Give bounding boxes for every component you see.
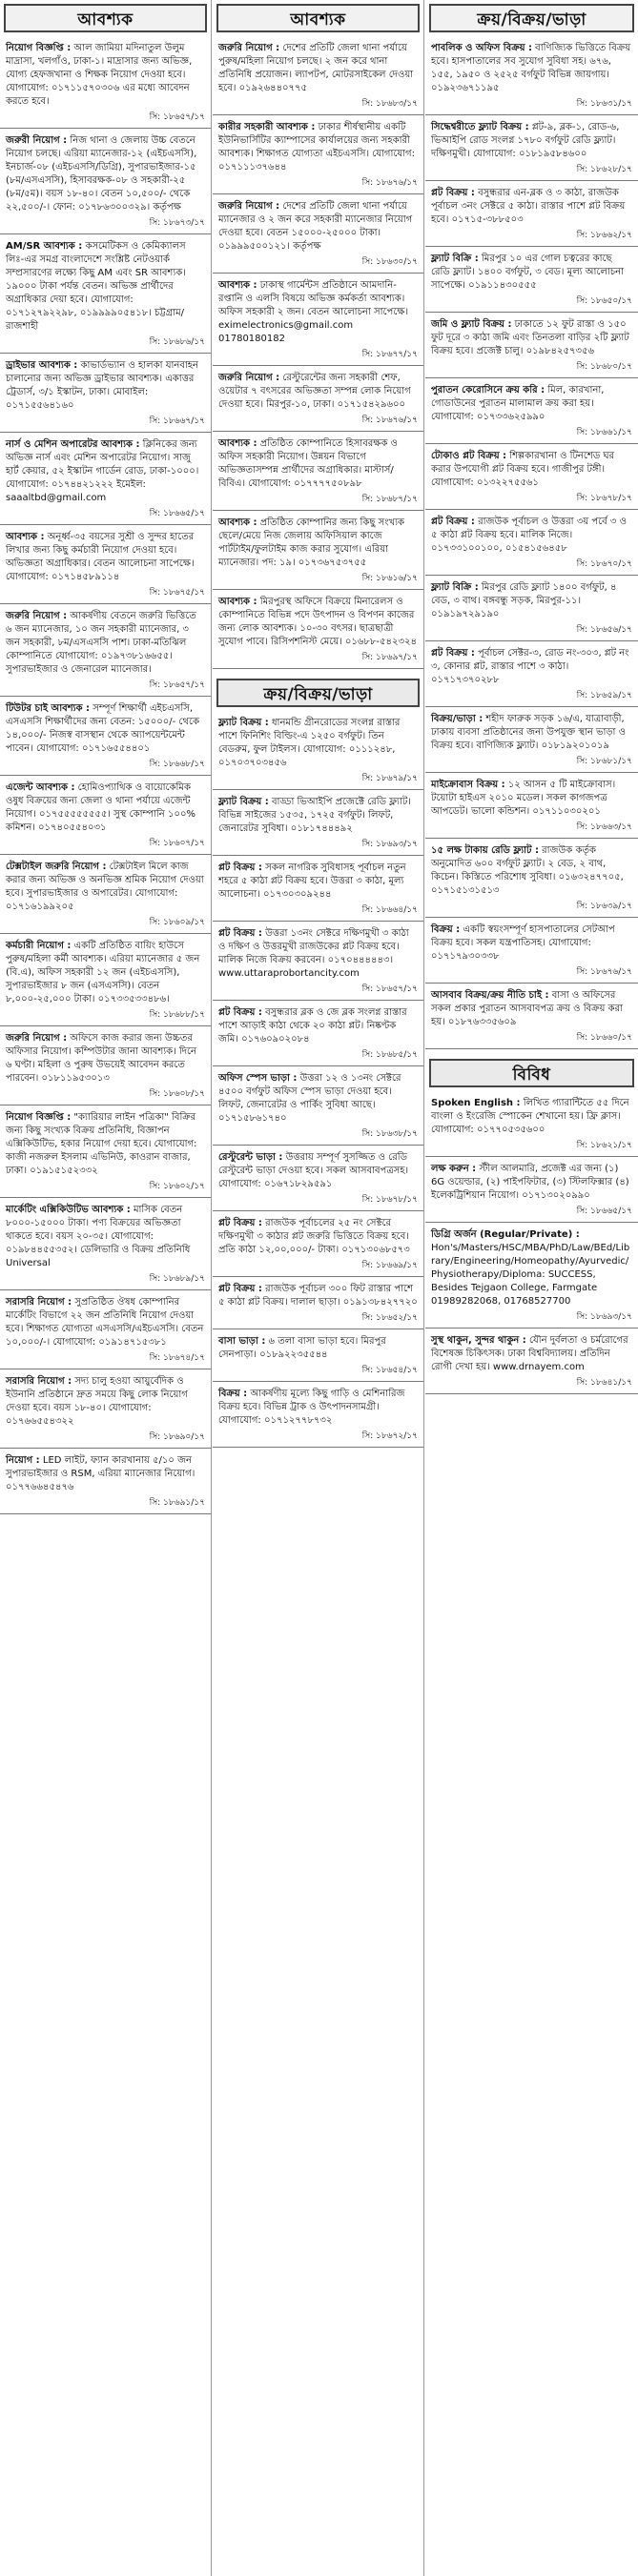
ad-body: বাণিজ্যিক ভিত্তিতে বিক্রয় হবে। হাসপাতালের সব সুযোগ সুবিধা সহ। ৬৭৬, ১৫৫, ১৯৫০ ও ২৫২৫ বর্গফুট বিভিন্ন জায়গায়। ০১৯২৩৬৭১১৯৫	[431, 43, 631, 93]
ad-body: প্রতিষ্ঠিত কোম্পানিতে হিসাবরক্ষক ও অফিস সহকারী নিয়োগ। উন্নয়ন বিভাগে অভিজ্ঞতাসম্পন্ন প্রার্থীদের অগ্রাধিকার। মাস্টার্স/বিবিএ। যোগাযোগ: ০১৭৭৭৭৫০৮৯৮	[218, 438, 398, 489]
ad-code: সি: ১৮৬৭৬/১৭	[361, 416, 418, 425]
classified-ad	[425, 181, 638, 247]
ad-code: সি: ১৮৬৭২/১৭	[361, 1431, 418, 1441]
ad-heading: আবশ্যক :	[218, 517, 257, 528]
ad-body: একটি স্বয়ংসম্পূর্ণ হাসপাতালের সেটআপ বিক্রয় হবে। সকল যন্ত্রপাতিসহ। যোগাযোগ: ০১৭১৭৯৩০৩৩৮	[431, 924, 615, 962]
classified-ad	[0, 1369, 211, 1449]
classified-ad	[213, 711, 423, 790]
ad-body: রাজউক পূর্বাচল ৩০০ ফিট রাস্তার পাশে ৫ কাঠা প্লট বিক্রয়। দালাল ছাড়া। ০১৯১৩৮৪২৭৭২০	[218, 1284, 418, 1308]
classified-ad	[425, 641, 638, 707]
classified-ad	[213, 366, 423, 432]
ad-heading: AM/SR আবশ্যক :	[6, 241, 83, 252]
ad-code: সি: ১৮৬৯৩/১৭	[576, 1312, 632, 1322]
ad-body: ধানমন্ডি গ্রীনরোডের সংলগ্ন রাস্তার পাশে ফিনিশিং বিল্ডিং-এ ১২৫০ বর্গফুট। তিন বেডরুম, ফুল টাইলস। যোগাযোগ: ০১১১২৪৮, ০১৭০৩৭০৩৪৫৬	[218, 718, 401, 768]
classified-ad	[425, 707, 638, 773]
classified-ad	[425, 1091, 638, 1157]
classified-ad	[0, 1026, 211, 1105]
ad-heading: প্লট বিক্রয় :	[431, 648, 475, 659]
ad-heading: ফ্ল্যাট বিক্রয় :	[218, 718, 269, 728]
ad-heading: প্লট বিক্রয় :	[431, 188, 475, 198]
ad-code: সি: ১৮৬৮০/১৭	[576, 362, 632, 372]
ad-code: সি: ১৮৬৭৯/১৭	[361, 774, 418, 783]
classified-ad	[213, 1382, 423, 1448]
ad-body: নিজ থানা ও জেলায় উচ্চ বেতনে নিয়োগ চলছে। এরিয়া ম্যানেজার-১২ (এইচএসসি), ইনচার্জ-০৮ (এইচএসসি/ডিগ্রি), সুপারভাইজার-১৫ (৮ম/এসএসসি), হিসাবরক্ষক-০৮ ও সহকারী-২৫ (৮ম/৫ম)। বয়স ১৮-৪০। বেতন ১০,৫০০/- থেকে ২২,৫০০/-। ফোন: ০১৭৮৬৩০০৩২৯। কর্তৃপক্ষ	[6, 135, 197, 213]
ad-heading: জরুরি নিয়োগ :	[6, 611, 68, 621]
ad-body: লিখিত গ্যারান্টিতে ৫৫ দিনে বাংলা ও ইংরেজি স্পোকেন শেখানো হয়। ফ্রি ক্লাস। যোগাযোগ: ০১৭৭০৫৩৫৬০০	[431, 1098, 629, 1135]
ad-code: সি: ১৮৬৬৩/১৭	[576, 822, 632, 832]
ad-heading: প্লট বিক্রয় :	[431, 517, 475, 527]
ad-code: সি: ১৮৬০৮/১৭	[149, 1089, 205, 1099]
ad-heading: নিয়োগ বিজ্ঞপ্তি :	[6, 1112, 72, 1123]
ad-heading: আসবাব বিক্রয়/ক্রয় নীতি চাই :	[431, 990, 549, 1001]
ad-heading: Spoken English :	[431, 1098, 521, 1108]
ad-code: সি: ১৮৬৫৯/১৭	[576, 691, 632, 700]
classified-ad	[0, 1449, 211, 1514]
ad-list	[425, 1091, 638, 1394]
classified-ad	[425, 839, 638, 918]
section-header: আবশ্যক	[216, 4, 420, 32]
ad-heading: সুস্থ থাকুন, সুন্দর থাকুন :	[431, 1335, 526, 1346]
ad-body: রাজউক পূর্বাচলের ২৫ নং সেক্টরে দক্ষিণমুখী ৩ কাঠার প্লট জরুরি ভিত্তিতে বিক্রয় হবে। প্রতি কাঠা ১২,০০,০০০/- টাকা। ০১৭১৩০৬৮৫৭৩	[218, 1218, 410, 1255]
ad-code: সি: ১৮৬৩৮/১৭	[361, 1129, 418, 1139]
classified-ad	[0, 697, 211, 776]
classified-ad	[0, 1198, 211, 1290]
ad-heading: ড্রাইভার আবশ্যক :	[6, 360, 78, 371]
ad-heading: পুরাতন কেরোসিনে ক্রয় করি :	[431, 385, 545, 396]
ad-heading: জরুরি নিয়োগ :	[218, 373, 280, 383]
ad-code: সি: ১৮৬৭৬/১৭	[361, 178, 418, 188]
ad-code: সি: ১৮৬১৬/১৭	[361, 574, 418, 583]
ad-heading: অফিস স্পেস ভাড়া :	[218, 1073, 298, 1084]
ad-body: রাজউক কর্তৃক অনুমোদিত ৬০০ বর্গফুট ফ্ল্যাট। ২ বেড, ২ বাথ, কিচেন। কিস্তিতে পরিশোধ সুবিধা। ০১৬৩২৪৭৭০৫, ০১৭১৫১৩১৫১৩	[431, 845, 624, 896]
column-wanted-1	[0, 0, 212, 2576]
ad-code: সি: ১৮৬০৯/১৭	[149, 918, 205, 927]
classified-ad	[0, 855, 211, 934]
classified-ad	[213, 1001, 423, 1066]
ad-code: সি: ১৮৬৮১/১৭	[576, 757, 632, 766]
ad-body: শিল্পকারখানা ও টিনশেড ঘর করার উপযোগী প্লট বিক্রয় হবে। গাজীপুর টঙ্গী। যোগাযোগ: ০১৩২২৭৫৫৬১	[431, 451, 615, 488]
classified-ad	[0, 604, 211, 697]
classified-ad	[213, 432, 423, 511]
ad-heading: টিউটর চাই আবশ্যক :	[6, 703, 91, 714]
ad-heading: আবশ্যক :	[218, 280, 257, 291]
ad-body: দেশের প্রতিটি জেলা থানা পর্যায়ে ম্যানেজার ও ২ জন করে সহকারী ম্যানেজার নিয়োগ দেওয়া হবে। বেতন ১৫০০০-২৫০০০ টাকা। ০১৯৯৯৫০০১২১। কর্তৃপক্ষ	[218, 201, 413, 252]
classified-ad	[425, 918, 638, 984]
ad-body: অফিসে কাজ করার জন্য উচ্চতর অফিসার নিয়োগ। কম্পিউটার জানা আবশ্যক। দিনে ৬ ঘণ্টা। মহিলা ও পুরুষ উভয়েই আবেদন করতে পারবেন। ০১৮১১৯৫৩০১৩	[6, 1033, 197, 1084]
ad-body: রেস্টুরেন্টের জন্য সহকারী শেফ, ওয়েটার ৭ বৎসরের অভিজ্ঞতা সম্পন্ন লোক নিয়োগ দেওয়া হবে। মিরপুর-১০, ঢাকা। ০১৭১৫৪২৯৬০০	[218, 373, 411, 410]
classified-ad	[425, 1157, 638, 1223]
ad-body: মিরপুর রেডি ফ্ল্যাট ১৪০০ বর্গফুট, ৪ বেড, ৩ বাথ। বঙ্গবন্ধু সড়ক, মিরপুর-১১। ০১৯১৯৭২৯১৯০	[431, 582, 617, 619]
ad-code: সি: ১৮৬৫৭/১৭	[361, 984, 418, 994]
ad-code: সি: ১৮৬৩১/১৭	[576, 99, 632, 109]
ad-heading: প্লট বিক্রয় :	[218, 862, 262, 873]
ad-code: সি: ১৮৬৪১/১৭	[576, 1378, 632, 1388]
ad-code: সি: ১৮৬০৭/১৭	[149, 839, 205, 848]
ad-body: শহীদ ফারুক সড়ক ১৬/এ, যাত্রাবাড়ী, ঢাকায় ব্যবসা প্রতিষ্ঠানের জন্য উপযুক্ত স্থান ভাড়া ও বিক্রয় হবে। বাণিজ্যিক ফ্ল্যাট। ০১৮১৯২০১০১৯	[431, 714, 626, 751]
ad-body: আকর্ষণীয় মূল্যে কিছু গাড়ি ও মেশিনারিজ বিক্রয় হবে। বিভিন্ন ট্রাক ও উৎপাদনসামগ্রী। যোগাযোগ: ০১৭১২৭৭৮৭৩২	[218, 1389, 405, 1426]
ad-body: ৬ তলা বাসা ভাড়া হবে। মিরপুর সেনপাড়া। ০১৮৯২২৩৫৫৪৪	[218, 1336, 386, 1360]
ad-code: সি: ১৮৬৭৮/১৭	[576, 494, 632, 503]
classified-ad	[213, 590, 423, 669]
ad-heading: নিয়োগ বিজ্ঞপ্তি :	[6, 43, 72, 53]
section-header: ক্রয়/বিক্রয়/ভাড়া	[429, 4, 634, 32]
ad-code: সি: ১৮৬৬৯/১৭	[361, 1261, 418, 1270]
classified-ad	[213, 511, 423, 590]
ad-body: দেশের প্রতিটি জেলা থানা পর্যায়ে পুরুষ/মহিলা নিয়োগ চলছে। ২ জন করে থানা প্রতিনিধি প্রয়োজন। ল্যাপটপ, মোটরসাইকেল দেওয়া হবে। ০১৯২৬৪৪০৭৭৫	[218, 43, 414, 93]
ad-body: মিল, কারখানা, গোডাউনের পুরাতন মালামাল ক্রয় করা হয়। যোগাযোগ: ০১৭৩৩৬২৫৯৯০	[431, 385, 605, 422]
ad-code: সি: ১৮৬৭৫/১৭	[149, 588, 205, 598]
ad-code: সি: ১৮৬৯০/১৭	[149, 1432, 205, 1442]
ad-body: মিরপুর ১০ এর গোল চত্বরের কাছে রেডি ফ্ল্যাট। ১৪০০ বর্গফুট, ৩ বেড। মূল্য আলোচনা সাপেক্ষে। ০১৯১১৪৩০৫৫৫	[431, 254, 625, 291]
ad-heading: ফ্ল্যাট বিক্রি :	[431, 582, 479, 593]
ad-body: হোমিওপ্যাথিক ও বায়োকেমিক ওষুধ বিক্রয়ের জন্য জেলা ও থানা পর্যায়ে এজেন্ট নিয়োগ। ০১৭৫৫৫৫৫৫৫৫। সুস্থ কোম্পানি ১০০% কমিশন। ০১৭৪০৫৫৪০৩১	[6, 782, 196, 833]
ad-code: সি: ১৮৬৭৬/১৭	[576, 967, 632, 977]
ad-body: উত্তরা ১৩নং সেক্টরে দক্ষিণমুখী ৩ কাঠা ও দক্ষিণ ও উত্তরমুখী রাজউকের প্লট বিক্রয় হবে। মালিক নিজে বিক্রয় করবেন। ০১৭০৪৪৪৪৪৩। www.uttaraprobortancity.com	[218, 928, 409, 979]
classified-ad	[0, 934, 211, 1026]
classified-ad	[213, 36, 423, 115]
ad-heading: বিক্রয়/ভাড়া :	[431, 714, 484, 724]
ad-code: সি: ১৮৬৫০/১৭	[576, 296, 632, 306]
ad-heading: আবশ্যক :	[6, 532, 45, 542]
ad-body: বাড্ডা ভিআইপি প্রজেক্টে রেডি ফ্ল্যাট। বিভিন্ন সাইজের ১৫৩৫, ১৭২৫ বর্গফুট। লিফট, জেনারেটর সুবিধা। ০১৮১৭৪৪৪৯২	[218, 797, 411, 834]
classified-ad	[213, 274, 423, 366]
classified-ad	[213, 1329, 423, 1382]
ad-body: সদ্য চালু হওয়া আয়ুর্বেদিক ও ইউনানি প্রতিষ্ঠানে দ্রুত সময়ে কিছু লোক নিয়োগ দেওয়া হবে। বয়স ১৮-৪০। যোগাযোগ: ০১৭৬৬৫৫৪৩২২	[6, 1376, 188, 1427]
classified-ad	[425, 773, 638, 839]
classified-ad	[0, 36, 211, 129]
ad-body: সম্পূর্ণ শিক্ষার্থী এইচএসসি, এসএসসি শিক্ষার্থীদের জন্য বেতন: ১৫০০০/- থেকে ১৪,০০০/- নিজস্ব বাসস্থান থেকে অ্যাপয়েন্টমেন্ট পাবেন। যোগাযোগ: ০১৭১৬৫৫৪৪০১	[6, 703, 199, 754]
ad-code: সি: ১৮৬৯৭/১৭	[361, 653, 418, 662]
classified-ad	[425, 984, 638, 1049]
ad-heading: মাইক্রোবাস বিক্রয় :	[431, 780, 505, 790]
ad-heading: আবশ্যক :	[218, 438, 257, 449]
ad-heading: প্লট বিক্রয় :	[218, 1218, 262, 1228]
classified-ad	[213, 1211, 423, 1277]
ad-code: সি: ১৮৬৬২/১৭	[576, 231, 632, 240]
classified-ad	[213, 1146, 423, 1211]
ad-heading: মার্কেটিং এক্সিকিউটিভ আবশ্যক :	[6, 1205, 131, 1215]
ad-code: সি: ১৮৬৫৪/১৭	[361, 1366, 418, 1375]
ad-list	[425, 36, 638, 1049]
ad-body: বসুন্ধরার এন-ব্লক ও ৩ কাঠা, রাজউক পূর্বাচল ৩নং সেক্টরে ৫ কাঠা। রাস্তার পাশে প্লট বিক্রয় হবে। ০১৭১৫-৩৮৮৫০৩	[431, 188, 626, 225]
section-header-buy-sell: ক্রয়/বিক্রয়/ভাড়া	[216, 679, 420, 707]
classified-ad	[0, 1105, 211, 1198]
ad-code: সি: ১৮৬৬৮/১৭	[149, 760, 205, 769]
ad-body: বাসা ও অফিসের সকল প্রকার পুরাতন আসবাবপত্র ক্রয় ও বিক্রয় করা হয়। ০১৮৭৬৩৩৫৬০৯	[431, 990, 623, 1027]
classified-ad	[425, 444, 638, 510]
ad-heading: টোকাও প্লট বিক্রয় :	[431, 451, 507, 461]
ad-body: প্রতিষ্ঠিত কোম্পানির জন্য কিছু সংখ্যক ছেলে/মেয়ে নিজ জেলায় অফিসিয়াল কাজে পার্টটাইম/ফুলটাইম কাজ করার সুযোগ। এরিয়া ম্যানেজার। পদ: ১৯। ০১৭৩৬৭৫৩৭৫৫	[218, 517, 405, 568]
ad-body: প্লট-৯, ব্লক-১, রোড-৬, ভিআইপি রোড সংলগ্ন ১৭৮০ বর্গফুট রেডি ফ্ল্যাট। দক্ষিণমুখী। যোগাযোগ: ০১৮১৯৫৮৪৬০০	[431, 122, 620, 159]
ad-code: সি: ১৮৬৬৫/১৭	[576, 1207, 632, 1216]
ad-code: সি: ১৮৬৮৭/১৭	[361, 495, 418, 504]
classified-ad	[425, 378, 638, 444]
ad-code: সি: ১৮৬৮৯/১৭	[149, 1274, 205, 1284]
ad-body: আল জামিয়া মদিনাতুল উলুম মাদ্রাসা, খলগাঁও, ঢাকা-১। মাদ্রাসার জন্য অভিজ্ঞ, যোগ্য হেফজখানা ও শিক্ষক নিয়োগ দেওয়া হবে। যোগাযোগ: ০১৭১১৫৭০৩০৬ এর মধ্যে আবেদন করতে হবে।	[6, 43, 193, 107]
ad-heading: ডিগ্রি অর্জন (Regular/Private) :	[431, 1229, 580, 1240]
ad-body: স্টীল আলমারি, প্রজেক্ট এর জন্য (১) 6G ওয়েল্ডার, (২) পাইপফিটার, (৩) স্টিলফিক্সার (৪) ইলেকট্রিশিয়ান নিয়োগ। ০১৭১৩০২০৯৯০	[431, 1164, 629, 1201]
ad-body: অনূর্ধ্ব-৩৫ বয়সের সুশ্রী ও সুন্দর হাতের লিখার জন্য কিছু কর্মচারী নিয়োগ দেওয়া হবে। অভিজ্ঞতা অগ্রাধিকার। বেতন আলোচনা সাপেক্ষে। যোগাযোগ: ০১৭১৪৫৮৯১১৪	[6, 532, 195, 582]
ad-heading: এজেন্ট আবশ্যক :	[6, 782, 75, 793]
ad-heading: কর্মচারী নিয়োগ :	[6, 941, 72, 951]
ad-heading: লক্ষ করুন :	[431, 1164, 477, 1174]
classified-ad	[425, 115, 638, 181]
section-header: আবশ্যক	[4, 4, 207, 32]
ad-heading: জরুরি নিয়োগ :	[6, 1033, 68, 1044]
ad-list	[213, 711, 423, 1448]
ad-body: LED লাইট, ফ্যান কারখানায় ৫/১০ জন সুপারভাইজার ও RSM, এরিয়া ম্যানেজার নিয়োগ। ০১৭৭৬৬৪৫৪৭৬	[6, 1455, 196, 1492]
ad-code: সি: ১৮৬৬৭/১৭	[149, 416, 205, 426]
ad-body: সকল নাগরিক সুবিধাসহ পূর্বাচল নতুন শহরে ৫ কাঠা প্লট বিক্রয় হবে। উত্তরা ৩ কাঠা, মূল্য আলোচনা। ০১৭৩০৩০৯২৪৪	[218, 862, 406, 900]
ad-heading: প্লট বিক্রয় :	[218, 1284, 262, 1294]
column-wanted-2	[213, 0, 424, 2576]
ad-code: সি: ১৮৬৬০/১৭	[576, 1033, 632, 1043]
classified-ad	[213, 1066, 423, 1146]
classified-ad	[0, 776, 211, 855]
ad-heading: বাসা ভাড়া :	[218, 1336, 266, 1347]
ad-code: সি: ১৮৬৯৩/১৭	[361, 840, 418, 849]
ad-code: সি: ১৮৬২৮/১৭	[576, 165, 632, 174]
classified-ad	[425, 1223, 638, 1329]
ad-body: কসমেটিকস ও কেমিক্যালস লিঃ-এর সমগ্র বাংলাদেশে সংশ্লিষ্ট নেটওয়ার্ক সম্প্রসারণের লক্ষ্যে কিছু AM এবং SR আবশ্যক। ১৯০০০ টাকা পর্যন্ত বেতন। অভিজ্ঞ প্রার্থীদের অগ্রাধিকার দেয়া হবে। যোগাযোগ: ০১৭১২৭৯২২৯৮, ০১৯৯৯৯০৫৪১৮। চট্টগ্রাম/রাজশাহী	[6, 241, 186, 332]
ad-code: সি: ১৮৬৮৩/১৭	[361, 99, 418, 109]
ad-heading: পাবলিক ও অফিস বিক্রয় :	[431, 43, 532, 53]
ad-heading: সরাসরি নিয়োগ :	[6, 1297, 72, 1308]
ad-body: মিরপুরস্থ অফিসে বিক্রয়ে মিনারেলস ও কোম্পানিতে বিভিন্ন পদে উৎপাদন ও বিপণন কাজের জন্য লোক আবশ্যক। ১০-৩০ বৎসর। ছাত্রছাত্রী সুযোগ পাবে। রিসিপশনিস্ট মেয়ে। ০১৬৮৮-৫৪২৩২৪	[218, 597, 417, 647]
ad-heading: প্লট বিক্রয় :	[218, 928, 262, 939]
ad-heading: ফ্ল্যাট বিক্রি :	[431, 254, 479, 264]
classified-ad	[425, 247, 638, 313]
section-header-misc: বিবিধ	[429, 1059, 634, 1087]
ad-code: সি: ১৮৬৮৮/১৭	[149, 1010, 205, 1020]
ad-code: সি: ১৮৬৬৫/১৭	[149, 509, 205, 518]
ad-body: পূর্বাচল সেক্টর-৩, রোড নং-৩০৩, প্লট নং ৩, কোনার প্লট, রাস্তার পাশে ৩ কাঠা। ০১৭১৭৩৭০২৮৮	[431, 648, 629, 685]
ad-body: ঢাকাতে ১২ ফুট রাস্তা ও ১৫০ ফুট দূরে ৩ কাঠা জমি এবং তিনতলা বাড়ির ২টি ফ্ল্যাট বিক্রয় হবে। প্রজেক্ট চালু। ০১৯৮৪২৫৭৩৫৬	[431, 319, 629, 356]
ad-heading: জমি ও ফ্ল্যাট বিক্রয় :	[431, 319, 512, 330]
ad-heading: ফ্ল্যাট বিক্রয় :	[218, 797, 269, 807]
classified-ad	[0, 354, 211, 433]
ad-heading: জরুরি নিয়োগ :	[218, 43, 280, 53]
ad-body: Hon's/Masters/HSC/MBA/PhD/Law/BEd/Library/Engineering/Homeopathy/Ayurvedic/Physiotherapy/Diploma: SUCCESS, Besides Tejgaon College, Farmgate 01989282068, 01768527700	[431, 1243, 630, 1307]
classified-ad	[425, 576, 638, 641]
classified-ad	[213, 1277, 423, 1329]
classified-ad	[213, 115, 423, 194]
ad-code: সি: ১৮৬৫৬/১৭	[576, 625, 632, 635]
classified-ad	[213, 922, 423, 1001]
ad-heading: সিদ্ধেশ্বরীতে ফ্ল্যাট বিক্রয় :	[431, 122, 529, 132]
classified-ad	[0, 433, 211, 525]
ad-code: সি: ১৮৬৯১/১৭	[149, 1498, 205, 1508]
ad-code: সি: ১৮৬২১/১৭	[576, 1141, 632, 1150]
ad-code: সি: ১৮৬৩৯/১৭	[576, 902, 632, 911]
ad-heading: জরুরী নিয়োগ :	[6, 135, 68, 146]
ad-body: ক্লিনিকের জন্য অভিজ্ঞ নার্স এবং মেশিন অপারেটর নিয়োগ। সাজু হার্ট কেয়ার, ৫২ ইস্কাটন গার্ডেন রোড, ঢাকা-১০০০। যোগাযোগ: ০১৭৪৪২১২২২ ইমেইল: saaaltbd@gmail.com	[6, 439, 199, 503]
classified-ad	[213, 856, 423, 922]
ad-list	[0, 36, 211, 1514]
ad-heading: ১৫ লক্ষ টাকায় রেডি ফ্ল্যাট :	[431, 845, 539, 856]
ad-code: সি: ১৮৬৭৩/১৭	[149, 218, 205, 228]
ad-body: সুপ্রতিষ্ঠিত ঔষধ কোম্পানির মার্কেটিং বিভাগে ২২ জন প্রতিনিধি নিয়োগ দেওয়া হবে। শিক্ষাগত যোগ্যতা এসএসসি/এইচএসসি। বেতন ১০,০০০/-। যোগাযোগ: ০১৯১৪৭১৫৩৮১	[6, 1297, 204, 1348]
ad-code: সি: ১৮৬৮৫/১৭	[361, 1050, 418, 1060]
ad-body: ১২ আসন ৫ টি মাইক্রোবাস। টয়োটা হাইএস ২০১০ মডেল। সকল কাগজপত্র আপডেট। ভালো কন্ডিশন। ০১৭১১০৩০২০১	[431, 780, 616, 817]
classified-ad	[425, 1329, 638, 1394]
ad-heading: নার্স ও মেশিন অপারেটর আবশ্যক :	[6, 439, 140, 450]
ad-code: সি: ১৮৬৭৮/১৭	[361, 1195, 418, 1205]
ad-body: ঢাকার শীর্ষস্থানীয় একটি ইউনিভার্সিটির ক্যাম্পাসের কার্যালয়ের জন্য সহকারী আবশ্যক। শিক্ষাগত যোগ্যতা এইচএসসি। যোগাযোগ: ০১৭১১১৩৭৬৪৪	[218, 122, 415, 172]
ad-code: সি: ১৮৬৫৭/১৭	[149, 680, 205, 690]
classified-ad	[425, 313, 638, 378]
classified-ad	[425, 36, 638, 115]
ad-code: সি: ১৮৬৭০/১৭	[576, 559, 632, 569]
column-buy-sell	[425, 0, 638, 2576]
ad-body: একটি প্রতিষ্ঠিত বায়িং হাউসে পুরুষ/মহিলা কর্মী আবশ্যক। এরিয়া ম্যানেজার ৫ জন (বি.এ), অফিস সহকারী ১২ জন (এইচএসসি), সুপারভাইজার ৮ জন (এসএসসি)। বেতন ৮,০০০-২৫,০০০ টাকা। ০১৭৩৩৫৩৩৪৮৬।	[6, 941, 200, 1004]
classified-ad	[0, 234, 211, 354]
ad-body: যৌন দুর্বলতা ও চর্মরোগের বিশেষজ্ঞ চিকিৎসক। ঢাকা বিশ্ববিদ্যালয়। প্রতিদিন রোগী দেখা হয়। www.drnayem.com	[431, 1335, 628, 1372]
ad-code: সি: ১৮৬৮৬/১৭	[149, 337, 205, 347]
ad-body: টেক্সটাইল মিলে কাজ করার জন্য অভিজ্ঞ ও অনভিজ্ঞ শ্রমিক নিয়োগ দেওয়া হবে। সুপারভাইজার ও অপারেটর। যোগাযোগ: ০১৭১৬১৯৯২০৫	[6, 862, 204, 912]
ad-heading: টেক্সটাইল জরুরি নিয়োগ :	[6, 862, 107, 872]
ad-code: সি: ১৮৬০২/১৭	[149, 1182, 205, 1191]
ad-heading: কারীর সহকারী আবশ্যক :	[218, 122, 316, 132]
ad-heading: রেস্টুরেন্ট ভাড়া :	[218, 1152, 283, 1163]
ad-heading: সরাসরি নিয়োগ :	[6, 1376, 72, 1387]
ad-body: কাভার্ডভ্যান ও হালকা যানবাহন চালানোর জন্য অভিজ্ঞ ড্রাইভার আবশ্যক। একাত্তর ট্রেডার্স, ৩/১ ইস্কাটন, ঢাকা। মোবাইল: ০১৭১৫৫৬৪১৬০	[6, 360, 199, 411]
classified-ad	[213, 790, 423, 856]
ad-code: সি: ১৮৬৬৪/১৭	[361, 905, 418, 915]
ad-heading: নিয়োগ :	[6, 1455, 40, 1466]
ad-body: উত্তরা ১২ ও ১৩নং সেক্টরে ৪৫০০ বর্গফুট অফিস স্পেস ভাড়া দেওয়া হবে। লিফট, জেনারেটর ও পার্কিং সুবিধা আছে। ০১৭১৫৮৬১৭৪০	[218, 1073, 401, 1124]
ad-body: মাসিক বেতন ৮০০০-১৫০০০ টাকা। পণ্য বিক্রয়ের অভিজ্ঞতা থাকতে হবে। বয়স ২০-৩৫। যোগাযোগ: ০১৯৮৪৪৫৫৩৫২। ডেলিভারি ও বিক্রয় প্রতিনিধি Universal	[6, 1205, 191, 1268]
ad-code: সি: ১৮৬৬১/১৭	[576, 428, 632, 437]
ad-code: সি: ১৮৬৫৭/১৭	[149, 112, 205, 122]
ad-list	[213, 36, 423, 669]
ad-heading: জরুরি নিয়োগ :	[218, 201, 280, 212]
ad-heading: আবশ্যক :	[218, 597, 257, 607]
ad-code: সি: ১৮৬৭৭/১৭	[361, 350, 418, 359]
classified-ad	[213, 194, 423, 274]
ad-code: সি: ১৮৬৫২/১৭	[361, 1313, 418, 1323]
classified-ad	[425, 510, 638, 576]
classified-ad	[0, 1290, 211, 1369]
classified-ad	[0, 129, 211, 234]
ad-code: সি: ১৮৬৭৪/১৭	[149, 1353, 205, 1363]
ad-body: উত্তরায় সম্পূর্ণ সুসজ্জিত ও রেডি রেস্টুরেন্ট ভাড়া দেওয়া হবে। সকল আসবাবপত্রসহ। যোগাযোগ: ০১৬৭১৮২৯৫৯১	[218, 1152, 409, 1189]
ad-code: সি: ১৮৬৩০/১৭	[361, 257, 418, 267]
ad-heading: বিক্রয় :	[218, 1389, 248, 1399]
ad-body: রাজউক পূর্বাচল ও উত্তরা ৩য় পর্বে ৩ ও ৫ কাঠা প্লট বিক্রয় হবে। মালিক নিজে। ০১৭৩৩১০০১০০, ০১৫৪১৫৬৪৫৮	[431, 517, 627, 554]
ad-heading: প্লট বিক্রয় :	[218, 1007, 262, 1018]
ad-heading: বিক্রয় :	[431, 924, 461, 935]
ad-body: বসুন্ধরার ব্লক ও জে ব্লক সংলগ্ন রাস্তার পাশে আড়াই কাঠা থেকে ২০ কাঠা প্লট। নিষ্কণ্টক জমি। ০১৭৬০৯০২০৮৪	[218, 1007, 407, 1045]
ad-body: আকর্ষণীয় বেতনে জরুরি ভিত্তিতে ৬ জন ম্যানেজার, ১০ জন সহকারী ম্যানেজার, ৩ জন সহকারী, ৮ম/এসএসসি পাশ। ঢাকা-মতিঝিল কোম্পানিতে যোগাযোগ: ০১৯৭৩৮১৬৬৫৫। সুপারভাইজার ও জেনারেল ম্যানেজার।	[6, 611, 196, 675]
ad-body: "ক্যারিয়ার লাইন পত্রিকা" বিক্রির জন্য কিছু সংখ্যক বিক্রয় প্রতিনিধি, বিজ্ঞাপন এক্সিকিউটিভ, হকার নিয়োগ দেয়া হবে। যোগাযোগ: কাজী নজরুল ইসলাম এভিনিউ, কাওরান বাজার, ঢাকা। ০১৯১৫১৫২৩৩২	[6, 1112, 197, 1176]
ad-body: ঢাকাস্থ গার্মেন্টস প্রতিষ্ঠানে আমদানি-রপ্তানি ও এলসি বিষয়ে অভিজ্ঞ কর্মকর্তা আবশ্যক। অফিস সহকারী ২ জন। বেতন আলোচনা সাপেক্ষে। eximelectronics@gmail.com 01780180182	[218, 280, 409, 344]
classified-ad	[0, 525, 211, 604]
